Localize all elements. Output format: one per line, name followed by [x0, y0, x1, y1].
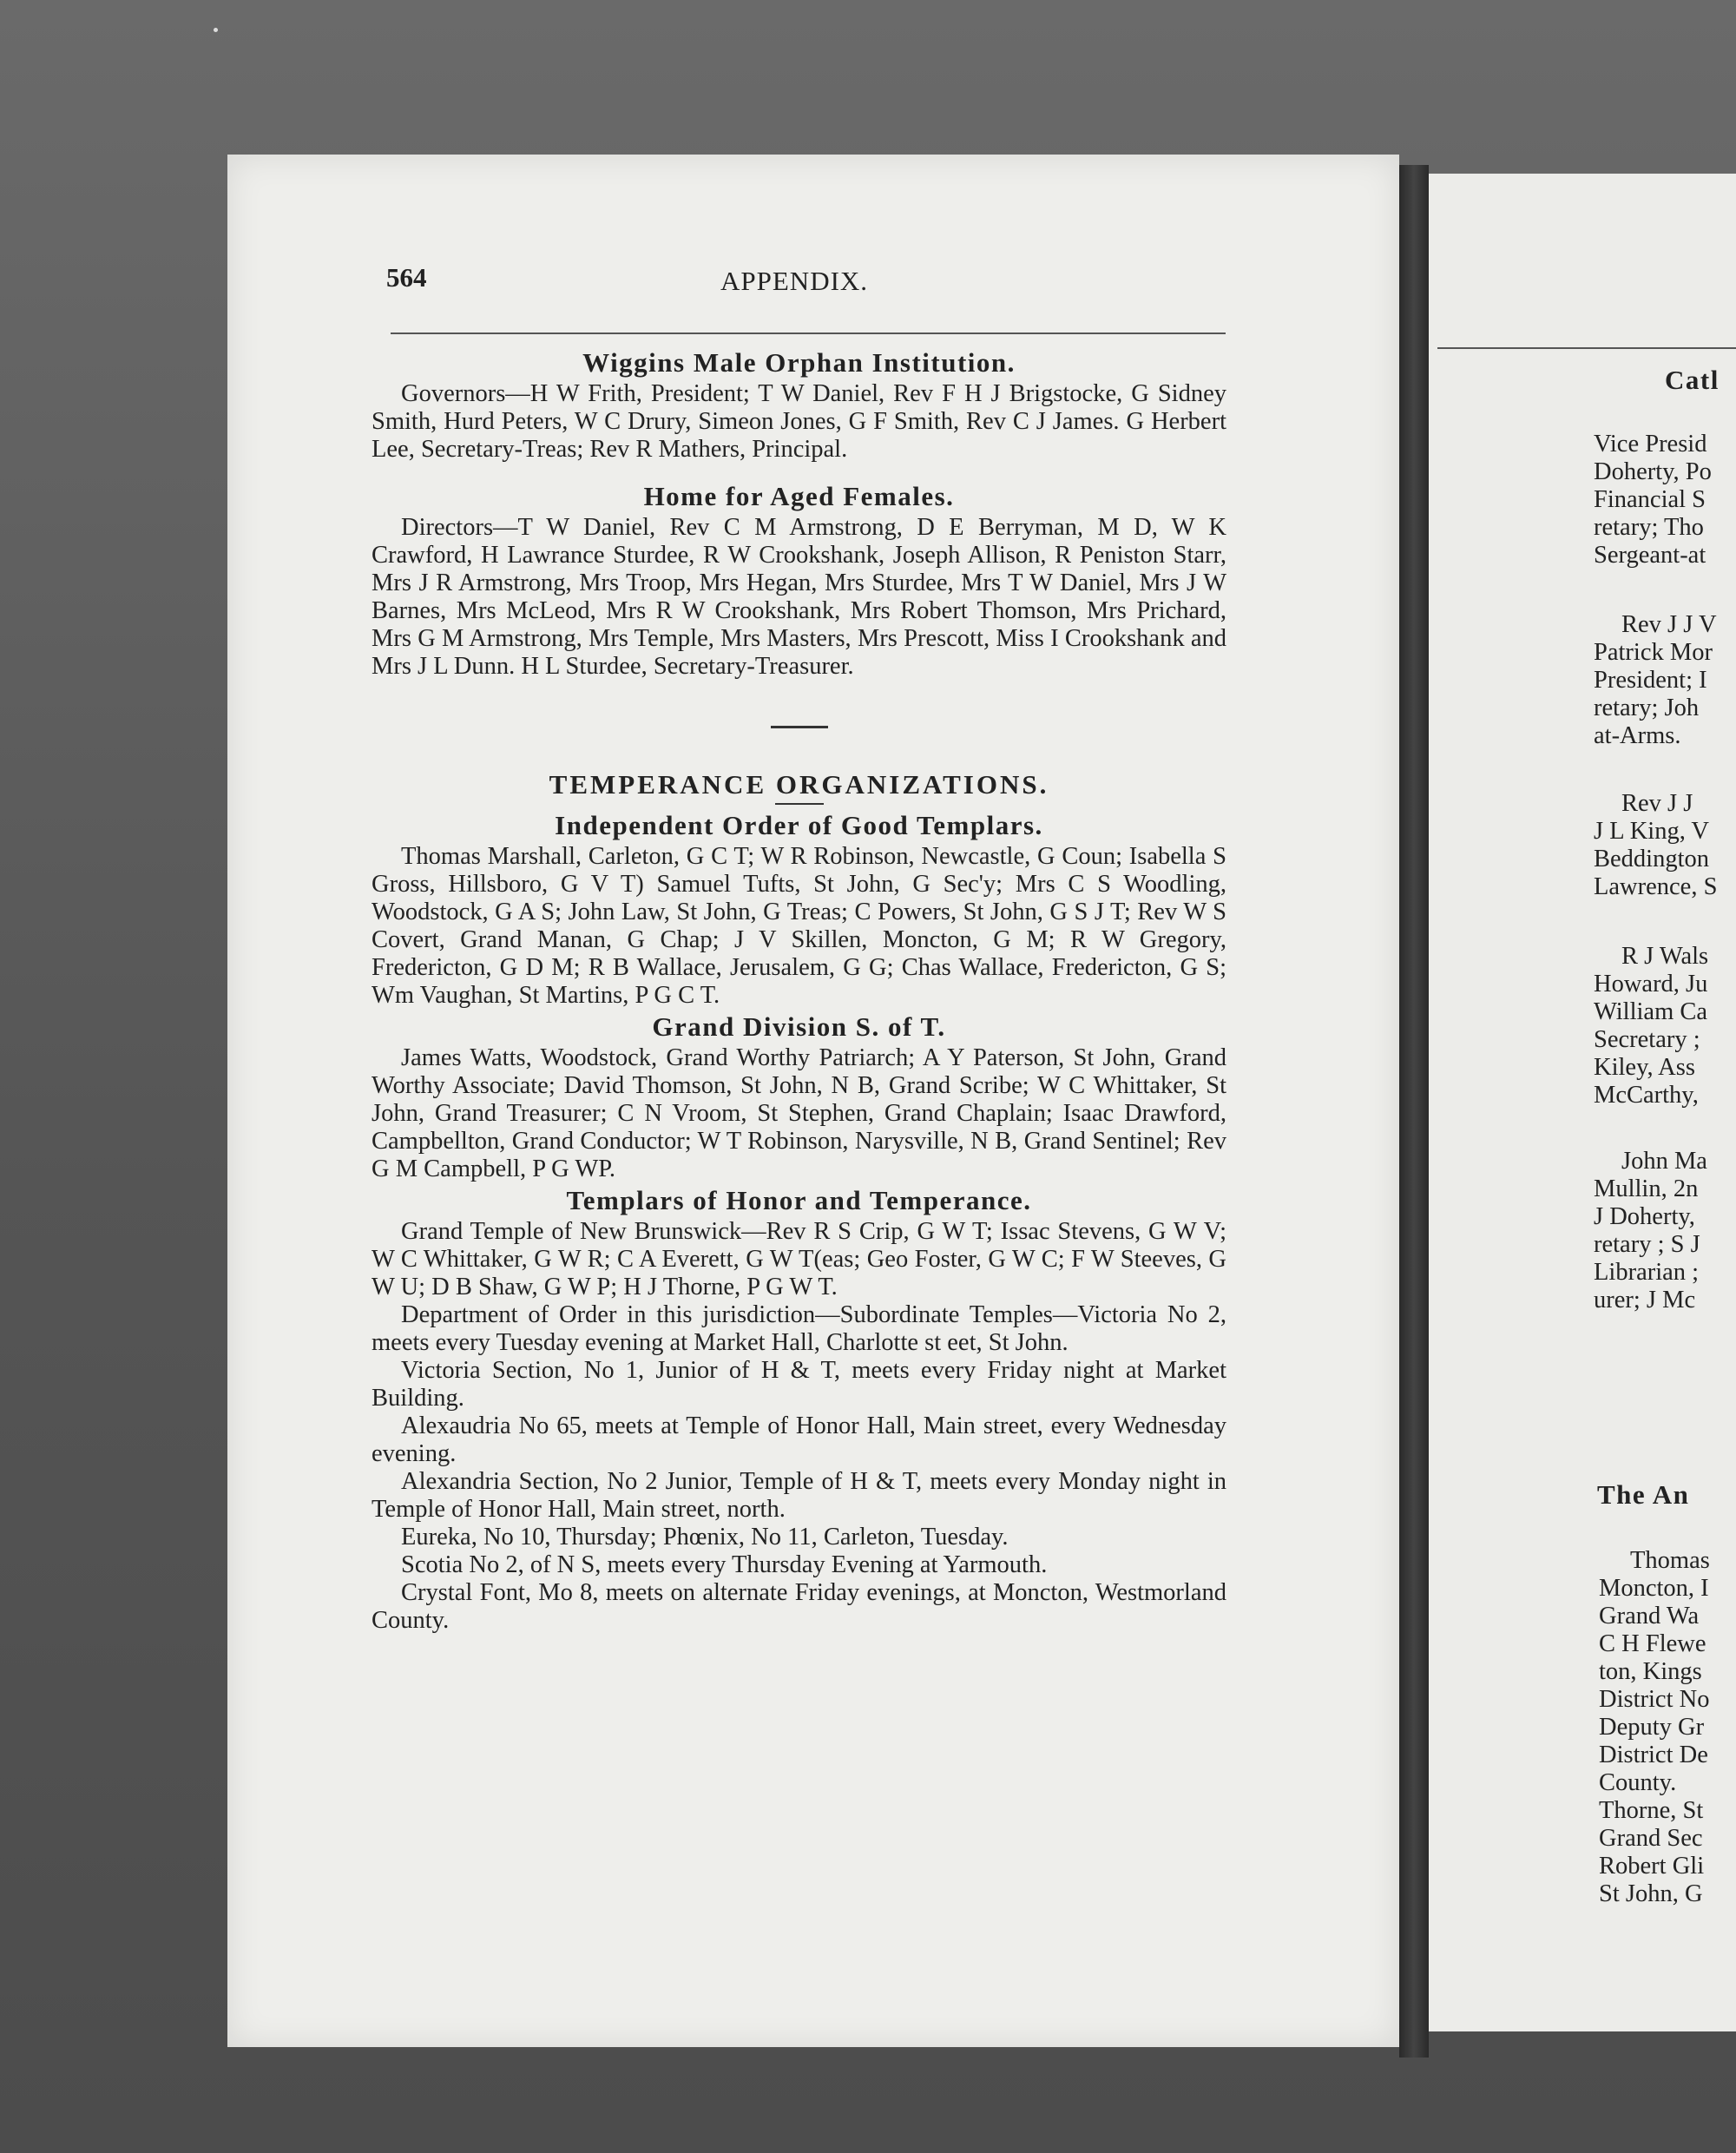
text-line: Thomas: [1630, 1547, 1710, 1574]
text-line: Financial S: [1594, 486, 1706, 513]
text-line: District No: [1599, 1686, 1710, 1713]
paragraph: Victoria Section, No 1, Junior of H & T, meets every Friday night at Market Building.: [372, 1357, 1226, 1412]
text-line: Rev J J: [1621, 790, 1693, 817]
paragraph: Alexaudria No 65, meets at Temple of Honor Hall, Main street, every Wednesday evening.: [372, 1412, 1226, 1467]
paragraph: James Watts, Woodstock, Grand Worthy Patriarch; A Y Paterson, St John, Grand Worthy Associate; David Thomson, St John, N B, Grand Scribe; W C Whittaker, St John, Grand Treasurer; C N Vroom, St Stephen, Grand Chaplain; Isaac Drawford, Campbellton, Grand Conductor; W T Robinson, Narysville, N B, Grand Sentinel; Rev G M Campbell, P G WP.: [372, 1044, 1226, 1182]
header-rule: [391, 332, 1226, 334]
text-line: District De: [1599, 1741, 1708, 1768]
text-line: Vice Presid: [1594, 431, 1707, 458]
text-line: John Ma: [1621, 1148, 1707, 1175]
text-line: J Doherty,: [1594, 1203, 1695, 1230]
text-line: at-Arms.: [1594, 722, 1681, 749]
text-line: J L King, V: [1594, 818, 1710, 845]
text-line: Patrick Mor: [1594, 639, 1713, 666]
text-line: Grand Sec: [1599, 1825, 1703, 1852]
paragraph: Grand Temple of New Brunswick—Rev R S Crip, G W T; Issac Stevens, G W V; W C Whittaker, G W R; C A Everett, G W T(eas; Geo Foster, G W C; F W Steeves, G W U; D B Shaw, G W P; H J Thorne, P G W T.: [372, 1218, 1226, 1300]
text-line: urer; J Mc: [1594, 1287, 1696, 1314]
text-line: retary; Tho: [1594, 514, 1704, 541]
running-title: APPENDIX.: [720, 266, 869, 296]
text-line: St John, G: [1599, 1880, 1703, 1907]
running-header: [386, 262, 1224, 306]
text-line: R J Wals: [1621, 943, 1709, 970]
text-line: Sergeant-at: [1594, 542, 1706, 569]
section-heading: Grand Division S. of T.: [652, 1011, 946, 1042]
text-line: Librarian ;: [1594, 1259, 1700, 1286]
text-line: Rev J J V: [1621, 611, 1717, 638]
dust-speck: [214, 28, 218, 32]
text-line: Howard, Ju: [1594, 971, 1708, 997]
paragraph: Directors—T W Daniel, Rev C M Armstrong, D E Berryman, M D, W K Crawford, H Lawrance Sturdee, R W Crookshank, Joseph Allison, R Peniston Starr, Mrs J R Armstrong, Mrs Troop, Mrs Hegan, Mrs Sturdee, Mrs T W Daniel, Mrs J W Barnes, Mrs McLeod, Mrs R W Crookshank, Mrs Robert Thomson, Mrs Prichard, Mrs G M Armstrong, Mrs Temple, Mrs Masters, Mrs Prescott, Miss I Crookshank and Mrs J L Dunn. H L Sturdee, Secretary-Treasurer.: [372, 514, 1226, 680]
page-number: 564: [386, 262, 427, 293]
text-line: Secretary ;: [1594, 1026, 1700, 1053]
paragraph: Department of Order in this jurisdiction—Subordinate Temples—Victoria No 2, meets every Tuesday evening at Market Hall, Charlotte st eet, St John.: [372, 1301, 1226, 1356]
paragraph: Alexandria Section, No 2 Junior, Temple of H & T, meets every Monday night in Temple of Honor Hall, Main street, north.: [372, 1468, 1226, 1523]
section-heading: Catl: [1665, 365, 1720, 395]
text-line: ton, Kings: [1599, 1658, 1702, 1685]
text-line: Moncton, I: [1599, 1575, 1709, 1602]
paragraph: Crystal Font, Mo 8, meets on alternate Friday evenings, at Moncton, Westmorland County.: [372, 1579, 1226, 1634]
section-heading: Independent Order of Good Templars.: [555, 810, 1043, 840]
section-heading: The An: [1597, 1479, 1690, 1510]
page-body: [372, 346, 1226, 1635]
section-heading: Home for Aged Females.: [643, 481, 955, 511]
text-line: President; I: [1594, 667, 1707, 694]
text-line: Doherty, Po: [1594, 458, 1712, 485]
paragraph: Thomas Marshall, Carleton, G C T; W R Robinson, Newcastle, G Coun; Isabella S Gross, Hillsboro, G V T) Samuel Tufts, St John, G Sec'y; Mrs C S Woodling, Woodstock, G A S; John Law, St John, G Treas; C Powers, St John, G S J T; Rev W S Covert, Grand Manan, G Chap; J V Skillen, Moncton, G M; R W Gregory, Fredericton, G D M; R B Wallace, Jerusalem, G G; Chas Wallace, Fredericton, G S; Wm Vaughan, St Martins, P G C T.: [372, 843, 1226, 1009]
paragraph: Scotia No 2, of N S, meets every Thursday Evening at Yarmouth.: [401, 1551, 1048, 1578]
text-line: County.: [1599, 1769, 1677, 1796]
major-heading: TEMPERANCE ORGANIZATIONS.: [549, 769, 1049, 800]
text-line: Mullin, 2n: [1594, 1175, 1699, 1202]
book-gutter: [1399, 165, 1429, 2058]
text-line: McCarthy,: [1594, 1082, 1699, 1109]
text-line: Grand Wa: [1599, 1603, 1700, 1630]
section-heading: Wiggins Male Orphan Institution.: [582, 347, 1016, 378]
text-line: Beddington: [1594, 846, 1709, 872]
text-line: Kiley, Ass: [1594, 1054, 1695, 1081]
text-line: Robert Gli: [1599, 1853, 1705, 1880]
text-line: retary ; S J: [1594, 1231, 1700, 1258]
text-line: retary; Joh: [1594, 695, 1700, 721]
section-heading: Templars of Honor and Temperance.: [566, 1185, 1032, 1215]
paragraph: Eureka, No 10, Thursday; Phœnix, No 11, Carleton, Tuesday.: [401, 1524, 1009, 1551]
text-line: Thorne, St: [1599, 1797, 1704, 1824]
text-line: C H Flewe: [1599, 1630, 1706, 1657]
text-line: William Ca: [1594, 998, 1708, 1025]
text-line: Lawrence, S: [1594, 873, 1718, 900]
right-page: [1429, 174, 1736, 2031]
paragraph: Governors—H W Frith, President; T W Daniel, Rev F H J Brigstocke, G Sidney Smith, Hurd Peters, W C Drury, Simeon Jones, G F Smith, Rev C J James. G Herbert Lee, Secretary-Treas; Rev R Mathers, Principal.: [372, 380, 1226, 463]
right-header-rule: [1437, 347, 1736, 349]
text-line: Deputy Gr: [1599, 1714, 1705, 1741]
